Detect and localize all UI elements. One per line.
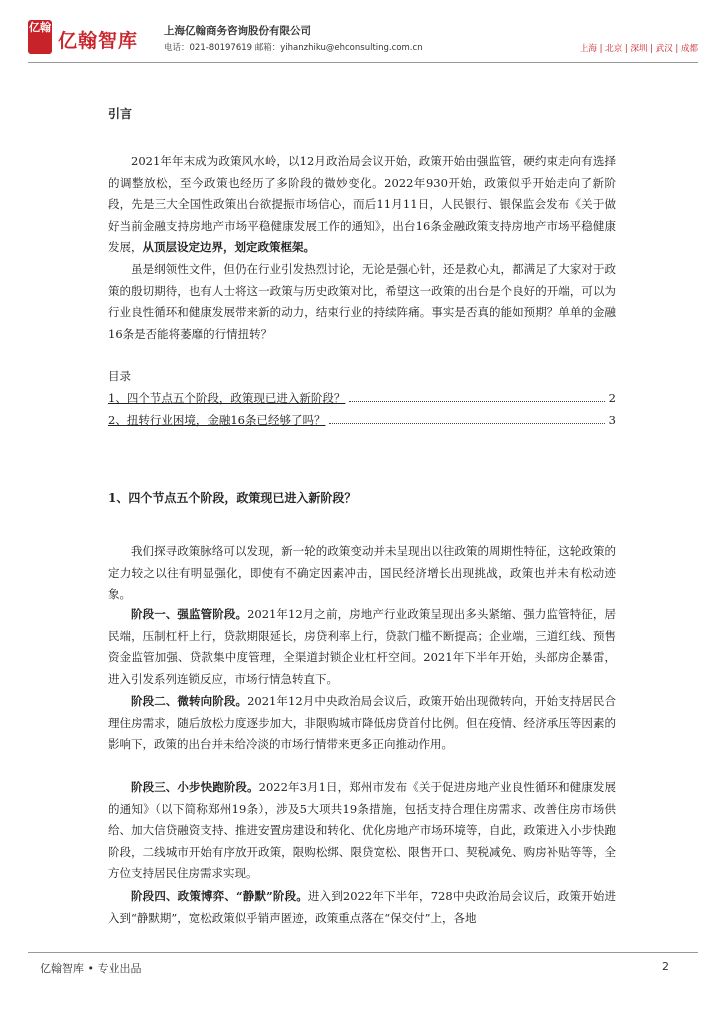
stage-1-text: 2021年12月之前，房地产行业政策呈现出多头紧缩、强力监管特征，居民端，压制杠杆上行，贷款期限延长，房贷利率上行，贷款门槛不断提高；企业端，三道红线、预售资金监管加强、贷款集中度管理，全渠道封锁企业杠杆空间。2021年下半年开始，头部房企暴雷，进入引发系列连锁反应，市场行情急转直下。 [108,607,617,686]
intro-paragraph-2: 虽是纲领性文件，但仍在行业引发热烈讨论，无论是强心针，还是救心丸，都满足了大家对于政策的殷切期待，也有人士将这一政策与历史政策对比，希望这一政策的出台是个良好的开端，可以为行业良性循环和健康发展带来新的动力，结束行业的持续阵痛。事实是否真的能如预期？单单的金融16条是否能将萎靡的行情扭转？ [108,262,616,341]
stage-3-paragraph [108,777,616,885]
office-cities: 上海 | 北京 | 深圳 | 武汉 | 成都 [579,44,698,54]
logo-text: 亿翰智库 [58,30,139,52]
stage-1-heading: 阶段一、强监管阶段。 [131,607,248,621]
toc-item-page: 3 [608,413,616,427]
header-divider [28,62,698,63]
toc-label: 目录 [108,369,131,383]
intro-paragraph-1 [108,151,616,259]
stage-4-text: 进入到2022年下半年，728中央政治局会议后，政策开始进入到“静默期”，宽松政策似乎销声匿迹，政策重点落在“保交付”上，各地 [108,889,616,925]
section-1-paragraph: 我们探寻政策脉络可以发现，新一轮的政策变动并未呈现出以往政策的周期性特征，这轮政策的定力较之以往有明显强化，即使有不确定因素冲击，国民经济增长出现挑战，政策也并未有松动迹象。 [108,544,616,601]
toc-item-page: 2 [608,391,616,405]
toc-item-text[interactable]: 1、四个节点五个阶段，政策现已进入新阶段？ [108,391,346,405]
footer-brand: 亿翰智库 • 专业出品 [40,962,142,975]
section-1-title: 1、四个节点五个阶段，政策现已进入新阶段？ [108,491,357,505]
stage-2-heading: 阶段二、微转向阶段。 [131,694,248,708]
logo-mark-text: 亿翰 [29,21,51,34]
toc-leader [349,391,604,402]
toc-leader [329,413,604,424]
stage-2-text: 2021年12月中央政治局会议后，政策开始出现微转向，开始支持居民合理住房需求，随后放松力度逐步加大，非限购城市降低房贷首付比例。但在疫情、经济承压等因素的影响下，政策的出台并未给冷淡的市场行情带来更多正向推动作用。 [108,694,617,751]
stage-1-paragraph [108,604,616,690]
toc-item[interactable] [108,412,616,430]
intro-p1-bold: 从顶层设定边界，划定政策框架。 [142,240,315,254]
intro-p1-text: 2021年年末成为政策风水岭，以12月政治局会议开始，政策开始由强监管，硬约束走向有选择的调整放松，至今政策也经历了多阶段的微妙变化。2022年930开始，政策似乎开始走向了新阶段，先是三大全国性政策出台欲提振市场信心，而后11月11日，人民银行、银保监会发布《关于做好当前金融支持房地产市场平稳健康发展工作的通知》，出台16条金融政策支持房地产市场平稳健康发展， [108,154,616,254]
logo-icon [28,20,52,54]
stage-3-text: 2022年3月1日，郑州市发布《关于促进房地产业良性循环和健康发展的通知》（以下简称郑州19条），涉及5大项共19条措施，包括支持合理住房需求、改善住房市场供给、加大信贷融资支持、推进安置房建设和转化、优化房地产市场环境等，自此，政策进入小步快跑阶段，二线城市开始有序放开政策，限购松绑、限贷宽松、限售开口、契税减免、购房补贴等等，全方位支持居民住房需求实现。 [108,780,616,880]
company-name: 上海亿翰商务咨询股份有限公司 [164,25,311,37]
toc-item[interactable] [108,390,616,408]
intro-title: 引言 [108,107,133,121]
contact-info: 电话：021-80197619 邮箱：yihanzhiku@ehconsulting.com.cn [164,43,423,53]
toc-item-text[interactable]: 2、扭转行业困境，金融16条已经够了吗？ [108,413,326,427]
stage-2-paragraph [108,691,616,756]
page-header [28,18,700,58]
stage-4-heading: 阶段四、政策博弈、“静默”阶段。 [131,889,308,903]
stage-3-heading: 阶段三、小步快跑阶段。 [131,780,259,794]
footer-divider [28,952,698,953]
stage-4-paragraph [108,886,616,929]
page-number: 2 [662,960,669,973]
